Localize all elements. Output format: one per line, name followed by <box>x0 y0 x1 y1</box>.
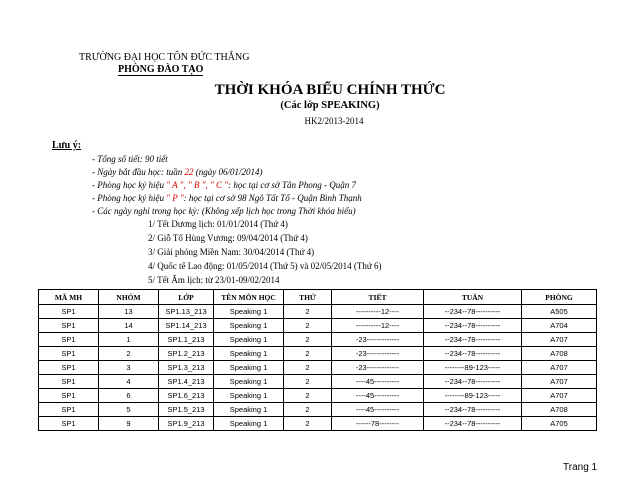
table-cell: SP1 <box>39 375 99 389</box>
table-cell: SP1.2_213 <box>159 347 214 361</box>
table-cell: --234--78---------- <box>424 305 522 319</box>
table-cell: A707 <box>522 375 597 389</box>
note-room-abc <box>92 180 356 190</box>
table-cell: SP1 <box>39 361 99 375</box>
table-cell: 2 <box>284 305 332 319</box>
column-header: LỚP <box>159 290 214 305</box>
table-cell: 2 <box>99 347 159 361</box>
table-cell: -23------------- <box>332 361 424 375</box>
table-row <box>39 347 597 361</box>
table-cell: SP1.1_213 <box>159 333 214 347</box>
table-row <box>39 389 597 403</box>
table-cell: SP1.14_213 <box>159 319 214 333</box>
table-cell: A705 <box>522 417 597 431</box>
table-cell: SP1 <box>39 333 99 347</box>
table-cell: 2 <box>284 417 332 431</box>
note-start-day: (ngày 06/01/2014) <box>193 167 263 177</box>
table-cell: --234--78---------- <box>424 333 522 347</box>
table-cell: -23------------- <box>332 347 424 361</box>
note-room-p-prefix: - Phòng học ký hiệu <box>92 193 167 203</box>
table-row <box>39 319 597 333</box>
holiday-item: 2/ Giỗ Tổ Hùng Vương: 09/04/2014 (Thứ 4) <box>148 233 308 243</box>
table-cell: SP1 <box>39 417 99 431</box>
term-label: HK2/2013-2014 <box>304 116 364 126</box>
table-cell: --234--78---------- <box>424 403 522 417</box>
table-cell: SP1 <box>39 389 99 403</box>
table-cell: ----------12---- <box>332 319 424 333</box>
column-header: NHÓM <box>99 290 159 305</box>
table-cell: ----45---------- <box>332 389 424 403</box>
table-cell: ----45---------- <box>332 375 424 389</box>
table-cell: SP1 <box>39 347 99 361</box>
note-start-prefix: - Ngày bắt đầu học: tuần <box>92 167 185 177</box>
notes-heading: Lưu ý: <box>52 140 82 151</box>
table-row <box>39 375 597 389</box>
table-cell: A707 <box>522 333 597 347</box>
table-row <box>39 333 597 347</box>
note-total-periods: - Tổng số tiết: 90 tiết <box>92 154 168 164</box>
table-cell: --------89-123----- <box>424 389 522 403</box>
table-cell: 4 <box>99 375 159 389</box>
table-cell: --234--78---------- <box>424 319 522 333</box>
table-cell: Speaking 1 <box>214 319 284 333</box>
table-cell: A704 <box>522 319 597 333</box>
table-cell: Speaking 1 <box>214 361 284 375</box>
column-header: MÃ MH <box>39 290 99 305</box>
table-cell: SP1 <box>39 319 99 333</box>
table-cell: ----45---------- <box>332 403 424 417</box>
table-cell: A707 <box>522 361 597 375</box>
column-header: TIẾT <box>332 290 424 305</box>
table-row <box>39 305 597 319</box>
table-cell: SP1 <box>39 305 99 319</box>
table-cell: Speaking 1 <box>214 347 284 361</box>
table-cell: 1 <box>99 333 159 347</box>
table-cell: Speaking 1 <box>214 305 284 319</box>
note-room-p-code: " P " <box>166 193 184 203</box>
table-header-row <box>39 290 597 305</box>
table-cell: 6 <box>99 389 159 403</box>
table-cell: 3 <box>99 361 159 375</box>
table-cell: --------89-123----- <box>424 361 522 375</box>
table-cell: --234--78---------- <box>424 347 522 361</box>
note-room-p <box>92 193 362 203</box>
page-number: Trang 1 <box>563 462 598 473</box>
table-cell: ------78-------- <box>332 417 424 431</box>
table-cell: Speaking 1 <box>214 417 284 431</box>
holiday-item: 1/ Tết Dương lịch: 01/01/2014 (Thứ 4) <box>148 219 288 229</box>
table-row <box>39 417 597 431</box>
note-room-abc-codes: " A ", " B ", " C " <box>166 180 229 190</box>
schedule-table <box>38 289 597 431</box>
table-cell: ----------12---- <box>332 305 424 319</box>
table-row <box>39 403 597 417</box>
table-cell: --234--78---------- <box>424 417 522 431</box>
table-cell: 9 <box>99 417 159 431</box>
table-cell: A708 <box>522 347 597 361</box>
table-cell: SP1.4_213 <box>159 375 214 389</box>
table-cell: 13 <box>99 305 159 319</box>
table-cell: 2 <box>284 361 332 375</box>
table-cell: 5 <box>99 403 159 417</box>
holiday-item: 3/ Giải phóng Miền Nam: 30/04/2014 (Thứ 4) <box>148 247 315 257</box>
table-cell: SP1.13_213 <box>159 305 214 319</box>
table-cell: Speaking 1 <box>214 389 284 403</box>
table-cell: SP1 <box>39 403 99 417</box>
table-cell: SP1.9_213 <box>159 417 214 431</box>
table-cell: 2 <box>284 375 332 389</box>
note-room-p-suffix: : học tại cơ sở 98 Ngô Tất Tố - Quận Bình Thạnh <box>183 193 362 203</box>
note-start-date <box>92 167 263 177</box>
holiday-item: 5/ Tết Âm lịch: từ 23/01-09/02/2014 <box>148 275 280 285</box>
table-cell: -23------------- <box>332 333 424 347</box>
table-cell: SP1.6_213 <box>159 389 214 403</box>
school-name: TRƯỜNG ĐẠI HỌC TÔN ĐỨC THẮNG <box>79 52 250 63</box>
table-cell: A505 <box>522 305 597 319</box>
column-header: THỨ <box>284 290 332 305</box>
page-subtitle: (Các lớp SPEAKING) <box>280 100 380 111</box>
table-row <box>39 361 597 375</box>
table-cell: 14 <box>99 319 159 333</box>
note-room-abc-prefix: - Phòng học ký hiệu <box>92 180 167 190</box>
table-cell: A708 <box>522 403 597 417</box>
table-cell: 2 <box>284 403 332 417</box>
page-title: THỜI KHÓA BIỂU CHÍNH THỨC <box>214 82 446 98</box>
table-cell: 2 <box>284 333 332 347</box>
table-cell: 2 <box>284 319 332 333</box>
column-header: TÊN MÔN HỌC <box>214 290 284 305</box>
table-cell: Speaking 1 <box>214 375 284 389</box>
note-holidays-intro: - Các ngày nghỉ trong học kỳ: (Không xếp lịch học trong Thời khóa biểu) <box>92 206 356 216</box>
table-cell: Speaking 1 <box>214 403 284 417</box>
table-cell: Speaking 1 <box>214 333 284 347</box>
holiday-item: 4/ Quốc tế Lao động: 01/05/2014 (Thứ 5) và 02/05/2014 (Thứ 6) <box>148 261 382 271</box>
column-header: PHÒNG <box>522 290 597 305</box>
table-cell: 2 <box>284 389 332 403</box>
table-cell: A707 <box>522 389 597 403</box>
table-cell: --234--78---------- <box>424 375 522 389</box>
note-start-week: 22 <box>184 167 194 177</box>
table-cell: 2 <box>284 347 332 361</box>
table-cell: SP1.3_213 <box>159 361 214 375</box>
office-name: PHÒNG ĐÀO TẠO <box>118 64 204 75</box>
column-header: TUẦN <box>424 290 522 305</box>
note-room-abc-suffix: : học tại cơ sở Tân Phong - Quận 7 <box>228 180 356 190</box>
table-cell: SP1.5_213 <box>159 403 214 417</box>
